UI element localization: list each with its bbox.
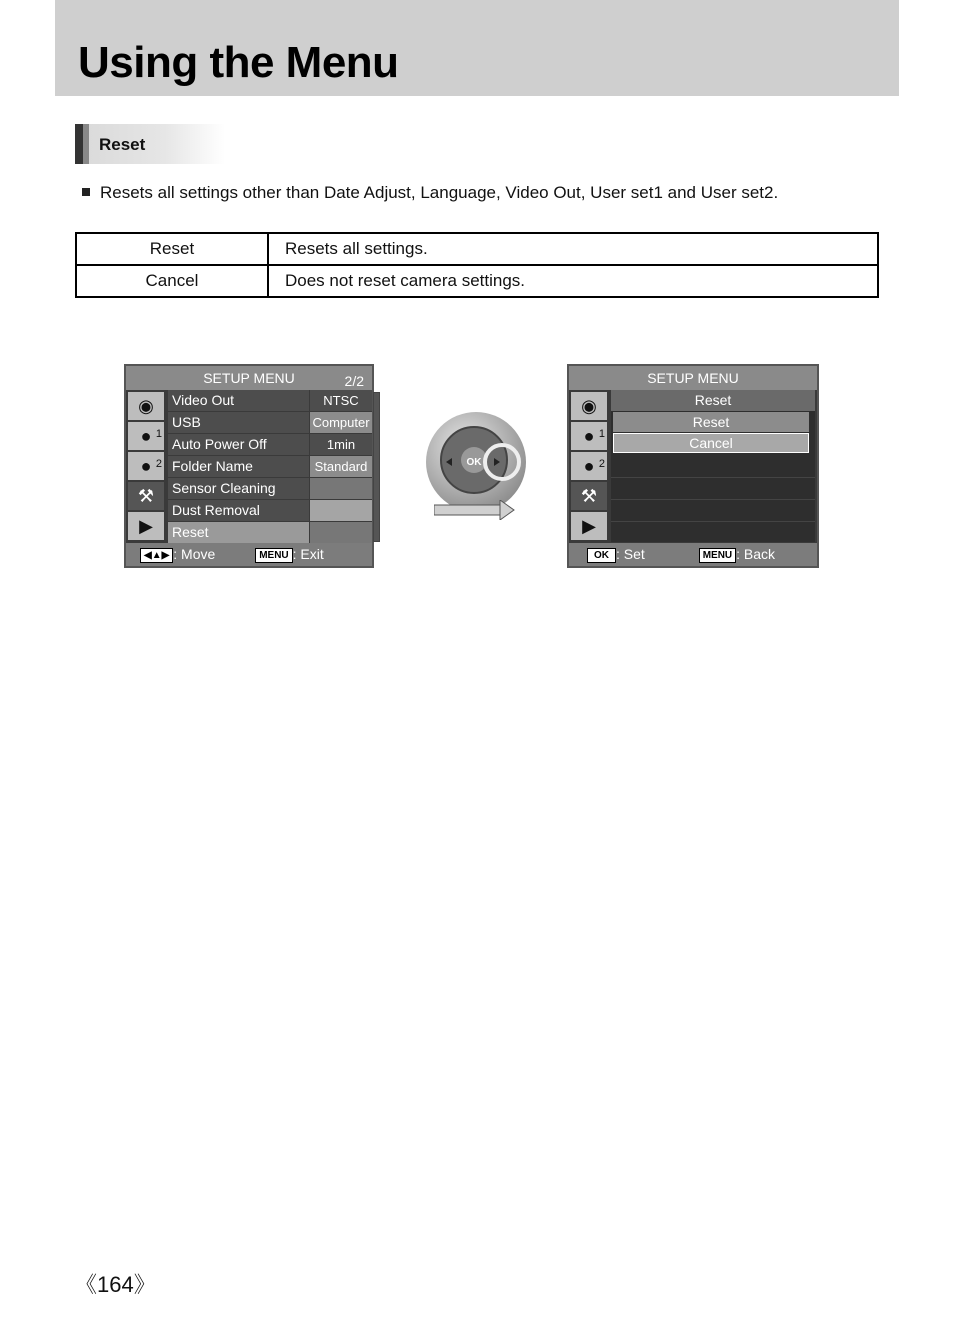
camera-icon[interactable]: ◉	[128, 392, 164, 420]
play-icon[interactable]: ▶	[571, 512, 607, 540]
description-text: Resets all settings other than Date Adjust, Language, Video Out, User set1 and User set2.	[100, 183, 779, 202]
page-header	[55, 0, 899, 96]
section-tab	[75, 124, 225, 164]
option-description: Resets all settings.	[268, 233, 878, 265]
option-description: Does not reset camera settings.	[268, 265, 878, 297]
user-set2-icon[interactable]: ● 2	[128, 452, 164, 480]
reset-confirm-screen	[567, 364, 819, 568]
play-icon[interactable]: ▶	[128, 512, 164, 540]
section-title: Reset	[99, 135, 146, 154]
option-reset[interactable]: Reset	[613, 412, 809, 432]
screen-footer: ◀▲▶ : Move MENU : Exit	[126, 543, 372, 566]
submenu-header: Reset	[611, 390, 815, 411]
submenu-panel	[611, 390, 815, 542]
control-dial	[424, 410, 528, 514]
option-cancel[interactable]: Cancel	[613, 433, 809, 453]
page-indicator: 2/2	[344, 373, 364, 389]
screen-footer: OK : Set MENU : Back	[569, 543, 817, 566]
menu-key: MENU	[699, 548, 736, 563]
options-table	[75, 232, 879, 298]
bullet-icon	[82, 188, 90, 196]
menu-tabs	[569, 390, 609, 542]
wrench-icon[interactable]: ⚒	[571, 482, 607, 510]
user-set1-icon[interactable]: ● 1	[571, 422, 607, 450]
screen-title: SETUP MENU 2/2	[126, 366, 372, 390]
page-title: Using the Menu	[78, 38, 399, 87]
table-row	[76, 233, 878, 265]
page-number: 《164》	[75, 1272, 156, 1297]
option-name: Cancel	[76, 265, 268, 297]
camera-icon[interactable]: ◉	[571, 392, 607, 420]
wrench-icon[interactable]: ⚒	[128, 482, 164, 510]
user-set1-icon[interactable]: ● 1	[128, 422, 164, 450]
scrollbar[interactable]	[373, 392, 380, 542]
description	[82, 183, 778, 203]
user-set2-icon[interactable]: ● 2	[571, 452, 607, 480]
option-name: Reset	[76, 233, 268, 265]
svg-text:OK: OK	[466, 457, 482, 468]
setup-menu-screen: SETUP MENU 2/2 ◉ ● 1 ● 2 ⚒ ▶ Video Out NTSC USB Computer Auto Power Off 1min Folder Name Standard Sensor Cleaning Dust Removal Reset ◀▲▶ : Move MENU : Exit	[124, 364, 374, 568]
table-row	[76, 265, 878, 297]
menu-key: MENU	[255, 548, 292, 563]
screen-title: SETUP MENU	[569, 366, 817, 390]
dial-icon	[424, 410, 528, 514]
direction-keys-icon: ◀▲▶	[140, 548, 173, 563]
arrow-icon	[434, 500, 516, 525]
menu-tabs	[126, 390, 166, 542]
ok-key: OK	[587, 548, 616, 563]
